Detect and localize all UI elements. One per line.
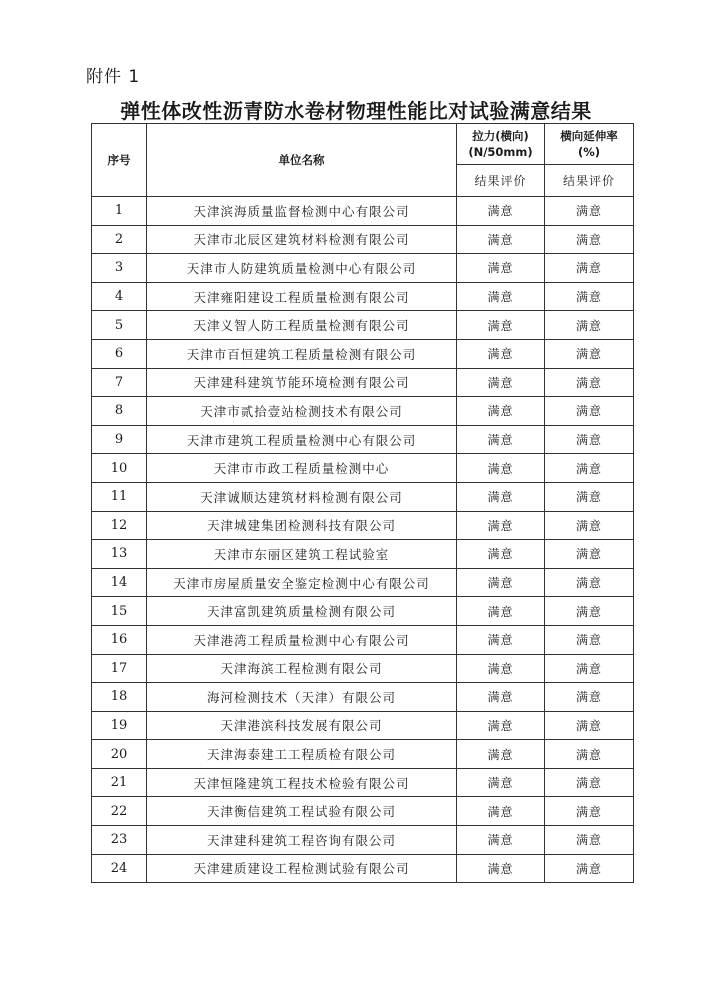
unit-name: 天津海滨工程检测有限公司 xyxy=(147,654,457,683)
header-eval-tensile: 结果评价 xyxy=(457,165,545,197)
elongation-result: 满意 xyxy=(545,597,634,626)
elongation-result: 满意 xyxy=(545,511,634,540)
unit-name: 天津雍阳建设工程质量检测有限公司 xyxy=(147,282,457,311)
tensile-result: 满意 xyxy=(457,311,545,340)
elongation-result: 满意 xyxy=(545,282,634,311)
table-row xyxy=(92,597,634,626)
table-row xyxy=(92,683,634,712)
unit-name: 天津市北辰区建筑材料检测有限公司 xyxy=(147,225,457,254)
tensile-result: 满意 xyxy=(457,454,545,483)
row-number: 4 xyxy=(92,282,147,311)
row-number: 9 xyxy=(92,425,147,454)
tensile-result: 满意 xyxy=(457,854,545,883)
elongation-result: 满意 xyxy=(545,654,634,683)
row-number: 21 xyxy=(92,768,147,797)
elongation-result: 满意 xyxy=(545,797,634,826)
elongation-result: 满意 xyxy=(545,311,634,340)
elongation-result: 满意 xyxy=(545,711,634,740)
row-number: 7 xyxy=(92,368,147,397)
table-row xyxy=(92,568,634,597)
header-tensile-line1: 拉力(横向) xyxy=(472,129,529,143)
row-number: 16 xyxy=(92,625,147,654)
table-row xyxy=(92,311,634,340)
elongation-result: 满意 xyxy=(545,482,634,511)
row-number: 1 xyxy=(92,197,147,226)
elongation-result: 满意 xyxy=(545,625,634,654)
unit-name: 天津恒隆建筑工程技术检验有限公司 xyxy=(147,768,457,797)
unit-name: 天津建科建筑节能环境检测有限公司 xyxy=(147,368,457,397)
tensile-result: 满意 xyxy=(457,482,545,511)
unit-name: 天津建质建设工程检测试验有限公司 xyxy=(147,854,457,883)
tensile-result: 满意 xyxy=(457,740,545,769)
tensile-result: 满意 xyxy=(457,511,545,540)
unit-name: 天津义智人防工程质量检测有限公司 xyxy=(147,311,457,340)
tensile-result: 满意 xyxy=(457,797,545,826)
unit-name: 天津城建集团检测科技有限公司 xyxy=(147,511,457,540)
unit-name: 天津市人防建筑质量检测中心有限公司 xyxy=(147,254,457,283)
tensile-result: 满意 xyxy=(457,254,545,283)
table-row xyxy=(92,454,634,483)
unit-name: 海河检测技术（天津）有限公司 xyxy=(147,683,457,712)
row-number: 23 xyxy=(92,826,147,855)
row-number: 8 xyxy=(92,397,147,426)
table-row xyxy=(92,826,634,855)
document-title: 弹性体改性沥青防水卷材物理性能比对试验满意结果 xyxy=(120,99,592,123)
tensile-result: 满意 xyxy=(457,654,545,683)
header-unit-name: 单位名称 xyxy=(147,124,457,197)
unit-name: 天津富凯建筑质量检测有限公司 xyxy=(147,597,457,626)
unit-name: 天津市东丽区建筑工程试验室 xyxy=(147,540,457,569)
table-row xyxy=(92,740,634,769)
table-row xyxy=(92,425,634,454)
row-number: 18 xyxy=(92,683,147,712)
row-number: 14 xyxy=(92,568,147,597)
row-number: 22 xyxy=(92,797,147,826)
table-row xyxy=(92,854,634,883)
table-row xyxy=(92,197,634,226)
unit-name: 天津诚顺达建筑材料检测有限公司 xyxy=(147,482,457,511)
table-row xyxy=(92,540,634,569)
table-row xyxy=(92,511,634,540)
tensile-result: 满意 xyxy=(457,540,545,569)
header-no: 序号 xyxy=(92,124,147,197)
table-row xyxy=(92,654,634,683)
table-row xyxy=(92,254,634,283)
row-number: 19 xyxy=(92,711,147,740)
header-elongation-line2: (%) xyxy=(577,145,601,159)
table-row xyxy=(92,711,634,740)
table-row xyxy=(92,768,634,797)
elongation-result: 满意 xyxy=(545,854,634,883)
row-number: 12 xyxy=(92,511,147,540)
elongation-result: 满意 xyxy=(545,540,634,569)
elongation-result: 满意 xyxy=(545,339,634,368)
unit-name: 天津滨海质量监督检测中心有限公司 xyxy=(147,197,457,226)
attachment-label: 附件 1 xyxy=(86,67,141,87)
table-row xyxy=(92,368,634,397)
unit-name: 天津市贰拾壹站检测技术有限公司 xyxy=(147,397,457,426)
elongation-result: 满意 xyxy=(545,768,634,797)
elongation-result: 满意 xyxy=(545,683,634,712)
table-row xyxy=(92,225,634,254)
unit-name: 天津市房屋质量安全鉴定检测中心有限公司 xyxy=(147,568,457,597)
results-table xyxy=(91,123,634,883)
row-number: 5 xyxy=(92,311,147,340)
row-number: 2 xyxy=(92,225,147,254)
unit-name: 天津港湾工程质量检测中心有限公司 xyxy=(147,625,457,654)
header-eval-elongation: 结果评价 xyxy=(545,165,634,197)
elongation-result: 满意 xyxy=(545,826,634,855)
unit-name: 天津港滨科技发展有限公司 xyxy=(147,711,457,740)
header-row xyxy=(92,124,634,165)
elongation-result: 满意 xyxy=(545,368,634,397)
header-tensile-line2: (N/50mm) xyxy=(468,145,533,159)
elongation-result: 满意 xyxy=(545,225,634,254)
tensile-result: 满意 xyxy=(457,568,545,597)
elongation-result: 满意 xyxy=(545,740,634,769)
elongation-result: 满意 xyxy=(545,397,634,426)
table-row xyxy=(92,339,634,368)
table-row xyxy=(92,282,634,311)
row-number: 11 xyxy=(92,482,147,511)
row-number: 24 xyxy=(92,854,147,883)
elongation-result: 满意 xyxy=(545,425,634,454)
tensile-result: 满意 xyxy=(457,368,545,397)
tensile-result: 满意 xyxy=(457,339,545,368)
elongation-result: 满意 xyxy=(545,568,634,597)
table-row xyxy=(92,625,634,654)
row-number: 3 xyxy=(92,254,147,283)
unit-name: 天津市建筑工程质量检测中心有限公司 xyxy=(147,425,457,454)
elongation-result: 满意 xyxy=(545,254,634,283)
tensile-result: 满意 xyxy=(457,425,545,454)
header-tensile xyxy=(457,124,545,165)
row-number: 10 xyxy=(92,454,147,483)
tensile-result: 满意 xyxy=(457,282,545,311)
header-elongation xyxy=(545,124,634,165)
unit-name: 天津建科建筑工程咨询有限公司 xyxy=(147,826,457,855)
tensile-result: 满意 xyxy=(457,711,545,740)
tensile-result: 满意 xyxy=(457,597,545,626)
elongation-result: 满意 xyxy=(545,197,634,226)
elongation-result: 满意 xyxy=(545,454,634,483)
unit-name: 天津市市政工程质量检测中心 xyxy=(147,454,457,483)
table-row xyxy=(92,797,634,826)
row-number: 17 xyxy=(92,654,147,683)
tensile-result: 满意 xyxy=(457,625,545,654)
tensile-result: 满意 xyxy=(457,225,545,254)
tensile-result: 满意 xyxy=(457,768,545,797)
header-elongation-line1: 横向延伸率 xyxy=(560,129,618,143)
tensile-result: 满意 xyxy=(457,197,545,226)
row-number: 20 xyxy=(92,740,147,769)
tensile-result: 满意 xyxy=(457,397,545,426)
table-row xyxy=(92,397,634,426)
table-row xyxy=(92,482,634,511)
unit-name: 天津市百恒建筑工程质量检测有限公司 xyxy=(147,339,457,368)
tensile-result: 满意 xyxy=(457,683,545,712)
unit-name: 天津衡信建筑工程试验有限公司 xyxy=(147,797,457,826)
tensile-result: 满意 xyxy=(457,826,545,855)
row-number: 6 xyxy=(92,339,147,368)
row-number: 13 xyxy=(92,540,147,569)
row-number: 15 xyxy=(92,597,147,626)
unit-name: 天津海泰建工工程质检有限公司 xyxy=(147,740,457,769)
